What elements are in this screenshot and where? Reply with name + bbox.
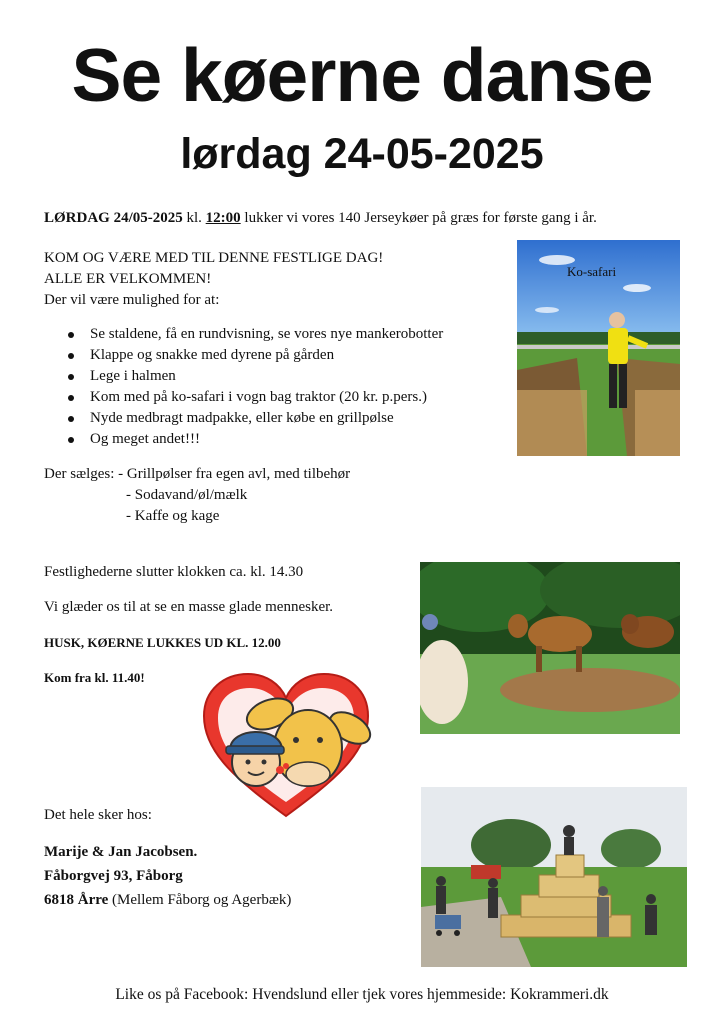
reminder-text: HUSK, KØERNE LUKKES UD KL. 12.00 — [44, 635, 281, 650]
invite-line-1: KOM OG VÆRE MED TIL DENNE FESTLIGE DAG! — [44, 250, 384, 266]
footer-text: Like os på Facebook: Hvendslund eller tjek vores hjemmeside: Kokrammeri.dk — [115, 986, 609, 1003]
arrival-text: Kom fra kl. 11.40! — [44, 670, 145, 685]
activity-list — [64, 324, 443, 450]
venue-address — [44, 840, 291, 912]
straw-bales-photo — [421, 787, 687, 967]
list-item: Klappe og snakke med dyrene på gården — [64, 345, 443, 366]
intro-rest: lukker vi vores 140 Jerseykøer på græs for første gang i år. — [240, 210, 597, 226]
cows-photo — [420, 562, 680, 734]
list-item: Se staldene, få en rundvisning, se vores nye mankerobotter — [64, 324, 443, 345]
end-time-text: Festlighederne slutter klokken ca. kl. 14.30 — [44, 564, 304, 580]
intro-kl: kl. — [182, 210, 206, 226]
list-item: Lege i halmen — [64, 366, 443, 387]
sales-item: - Kaffe og kage — [126, 508, 220, 524]
intro-date: LØRDAG 24/05-2025 — [44, 210, 183, 226]
invite-line-3: Der vil være mulighed for at: — [44, 292, 220, 308]
venue-lead: Det hele sker hos: — [44, 807, 152, 823]
venue-note: (Mellem Fåborg og Agerbæk) — [108, 892, 292, 908]
intro-paragraph — [44, 208, 684, 229]
welcome-text: Vi glæder os til at se en masse glade mennesker. — [44, 599, 334, 615]
venue-postal: 6818 Årre — [44, 892, 109, 908]
sales-label: Der sælges: — [44, 466, 119, 482]
venue-names: Marije & Jan Jacobsen. — [44, 844, 198, 860]
list-item: Nyde medbragt madpakke, eller købe en grillpølse — [64, 408, 443, 429]
invite-block — [44, 248, 383, 311]
sales-item: - Grillpølser fra egen avl, med tilbehør — [118, 466, 351, 482]
ko-safari-photo — [517, 240, 680, 456]
page-subtitle: lørdag 24-05-2025 — [180, 130, 544, 178]
page-title: Se køerne danse — [71, 33, 653, 117]
sales-item: - Sodavand/øl/mælk — [126, 487, 248, 503]
heart-cow-illustration — [200, 670, 372, 820]
list-item: Kom med på ko-safari i vogn bag traktor (20 kr. p.pers.) — [64, 387, 443, 408]
sales-block — [44, 464, 350, 527]
intro-time: 12:00 — [205, 210, 241, 226]
venue-street: Fåborgvej 93, Fåborg — [44, 868, 183, 884]
list-item: Og meget andet!!! — [64, 429, 443, 450]
invite-line-2: ALLE ER VELKOMMEN! — [44, 271, 212, 287]
photo-caption: Ko-safari — [567, 264, 617, 279]
